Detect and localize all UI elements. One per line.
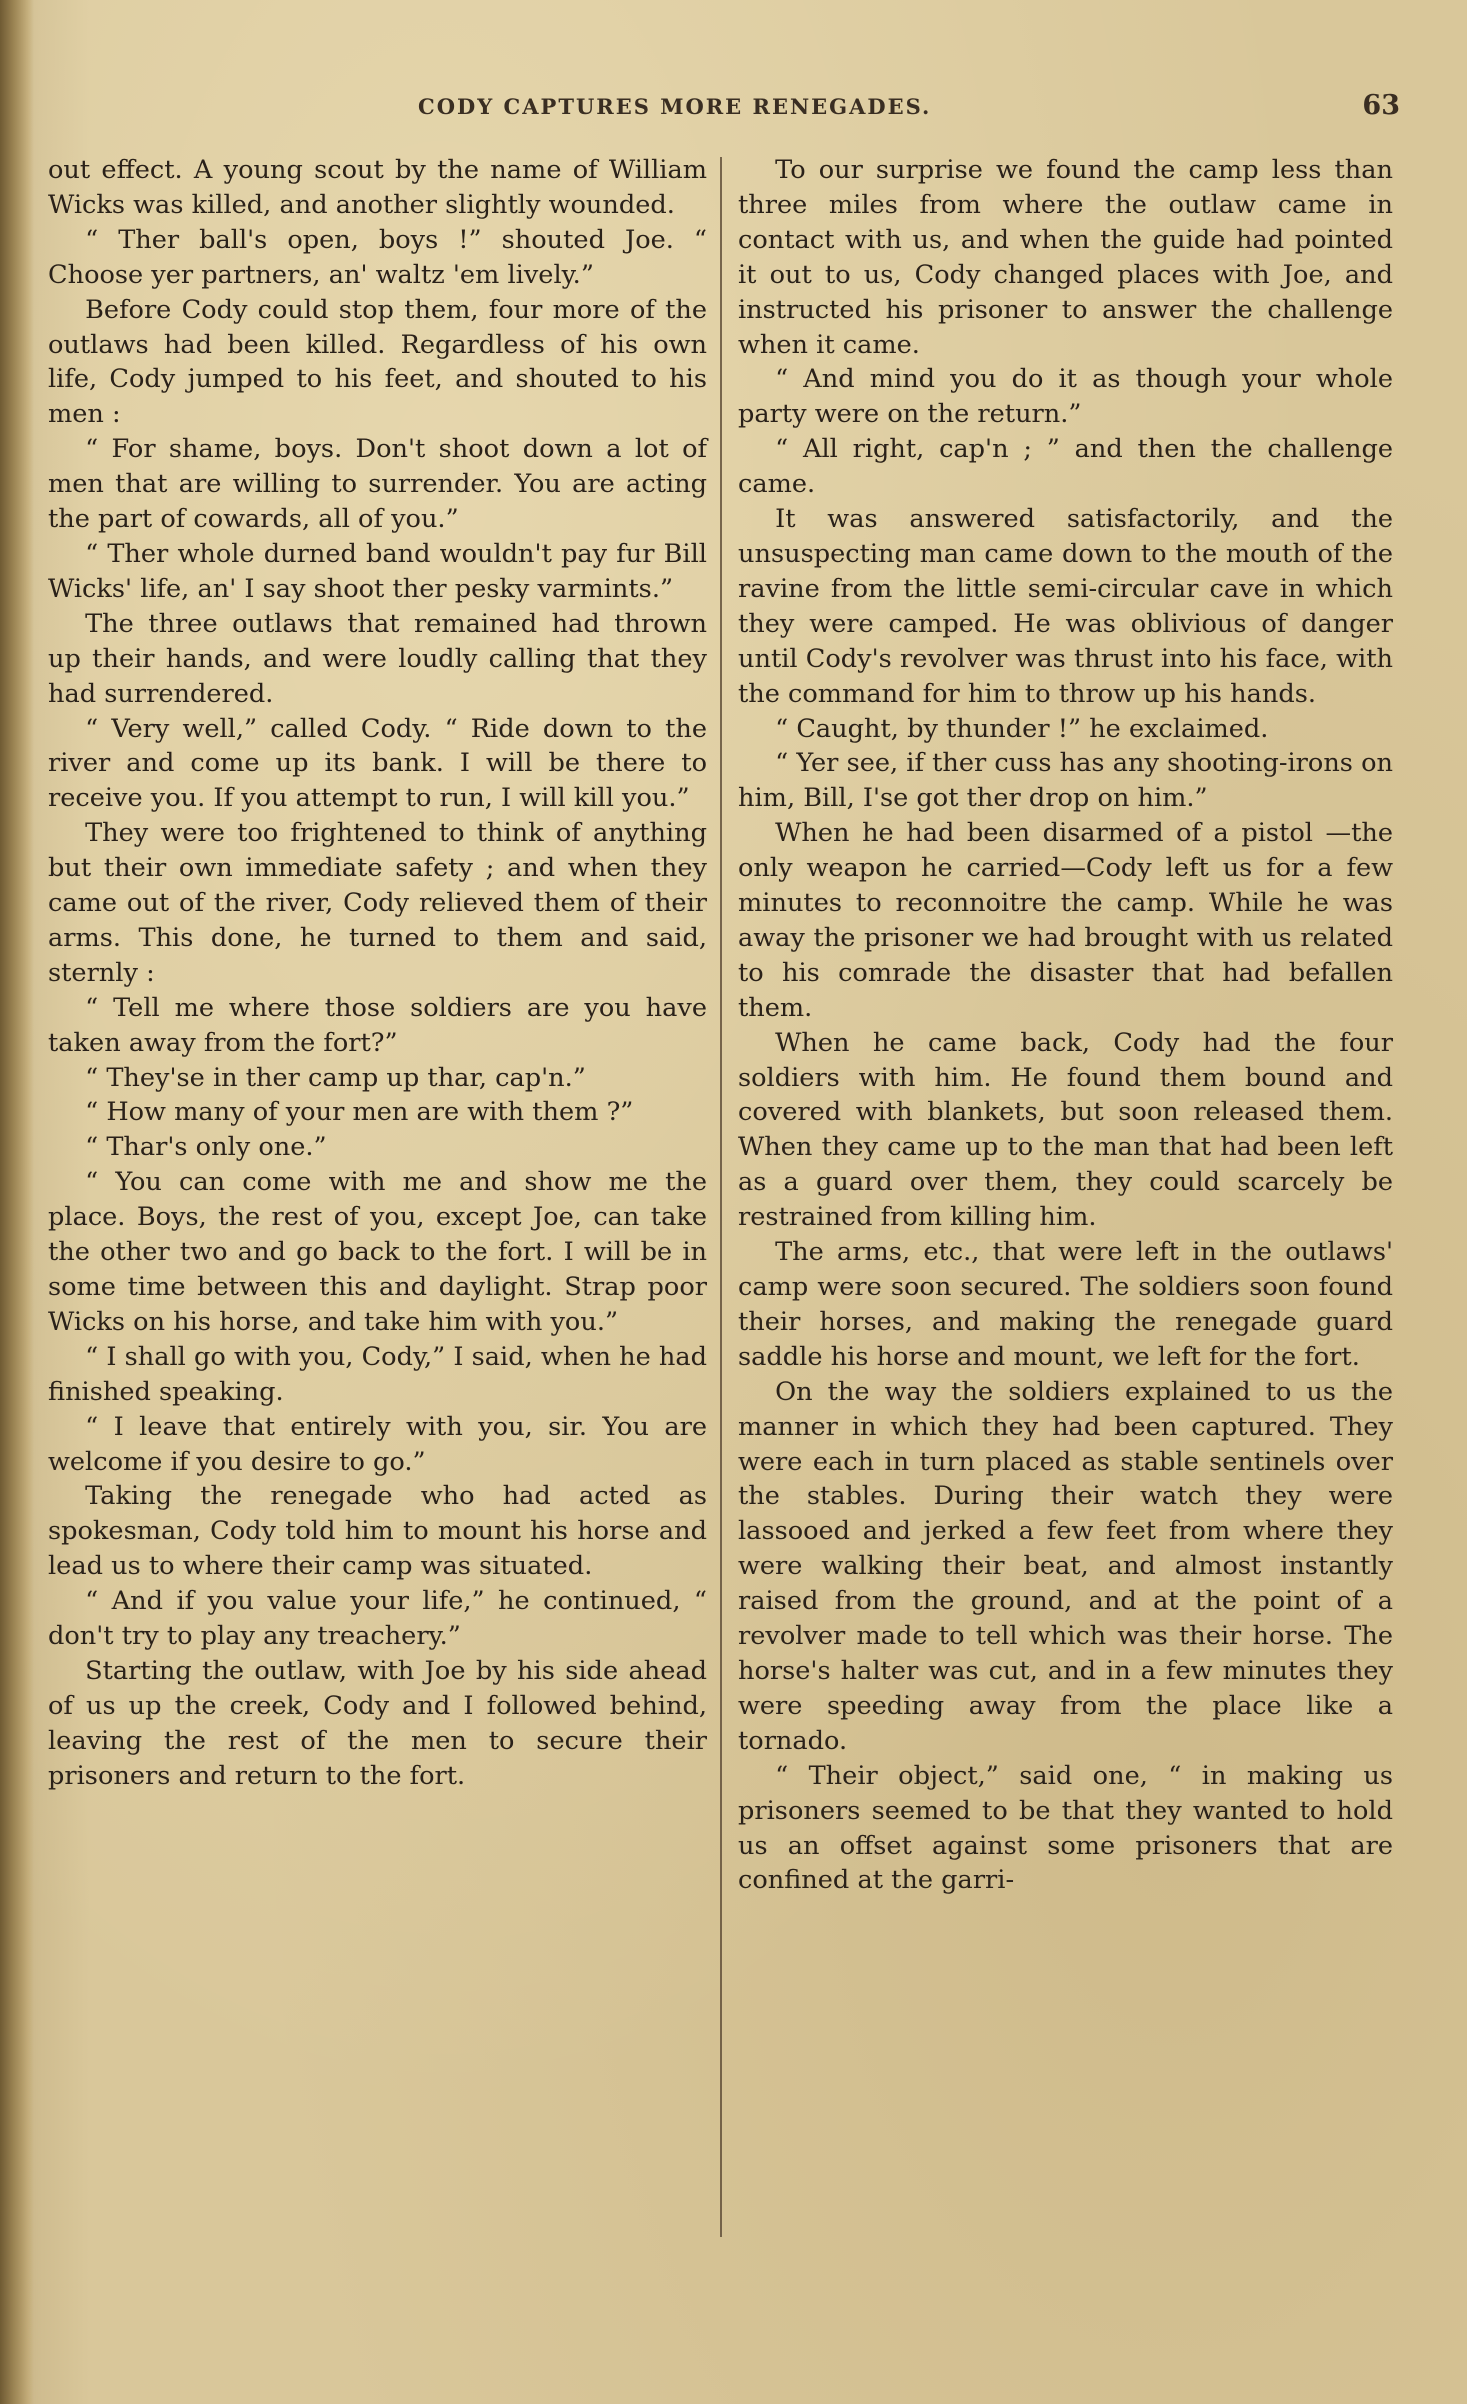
- paragraph: “ Caught, by thunder !” he exclaimed.: [775, 713, 1269, 744]
- paragraph: On the way the soldiers explained to us the manner in which they had been captured. They were each in turn placed as stable sentinels over the stables. During their watch they were lassooed and jerked a few feet from where they were walking their beat, and almost instantly raised from the ground, and at the point of a revolver made to tell which was their horse. The horse's halter was cut, and in a few minutes they were speeding away from the place like a tornado.: [738, 1376, 1393, 1756]
- paragraph: “ How many of your men are with them ?”: [85, 1097, 634, 1128]
- page-header: [60, 88, 1400, 128]
- running-head: CODY CAPTURES MORE RENEGADES.: [418, 94, 932, 119]
- paragraph: “ Yer see, if ther cuss has any shooting-irons on him, Bill, I'se got ther drop on him.”: [738, 748, 1393, 814]
- paragraph: “ I leave that entirely with you, sir. You are welcome if you desire to go.”: [48, 1411, 707, 1477]
- left-column: [48, 153, 707, 1794]
- page-spine-edge: [0, 0, 34, 2404]
- column-divider: [720, 157, 722, 2237]
- paragraph: When he had been disarmed of a pistol —the only weapon he carried—Cody left us for a few minutes to reconnoitre the camp. While he was away the prisoner we had brought with us related to his comrade the disaster that had befallen them.: [738, 818, 1393, 1023]
- paragraph: “ All right, cap'n ; ” and then the challenge came.: [738, 434, 1393, 500]
- paragraph: “ For shame, boys. Don't shoot down a lot of men that are willing to surrender. You are acting the part of cowards, all of you.”: [48, 434, 707, 535]
- paragraph: “ And mind you do it as though your whole party were on the return.”: [738, 364, 1393, 430]
- paragraph: “ You can come with me and show me the place. Boys, the rest of you, except Joe, can take the other two and go back to the fort. I will be in some time between this and daylight. Strap poor Wicks on his horse, and take him with you.”: [48, 1167, 707, 1337]
- paragraph: Before Cody could stop them, four more of the outlaws had been killed. Regardless of his own life, Cody jumped to his feet, and shouted to his men :: [48, 294, 707, 430]
- paragraph: “ They'se in ther camp up thar, cap'n.”: [85, 1062, 586, 1093]
- paragraph: Starting the outlaw, with Joe by his side ahead of us up the creek, Cody and I followed behind, leaving the rest of the men to secure their prisoners and return to the fort.: [48, 1655, 707, 1791]
- paragraph: “ Their object,” said one, “ in making us prisoners seemed to be that they wanted to hold us an offset against some prisoners that are confined at the garri-: [738, 1760, 1393, 1896]
- paragraph: out effect. A young scout by the name of William Wicks was killed, and another slightly wounded.: [48, 155, 707, 220]
- paragraph: “ Ther ball's open, boys !” shouted Joe. “ Choose yer partners, an' waltz 'em lively.”: [48, 224, 707, 290]
- right-column: [738, 153, 1393, 1898]
- page-number: 63: [1362, 90, 1400, 121]
- paragraph: When he came back, Cody had the four soldiers with him. He found them bound and covered with blankets, but soon released them. When they came up to the man that had been left as a guard over them, they could scarcely be restrained from killing him.: [738, 1027, 1393, 1233]
- paragraph: The three outlaws that remained had thrown up their hands, and were loudly calling that they had surrendered.: [48, 608, 707, 709]
- paragraph: Taking the renegade who had acted as spokesman, Cody told him to mount his horse and lead us to where their camp was situated.: [48, 1481, 707, 1582]
- paragraph: They were too frightened to think of anything but their own immediate safety ; and when they came out of the river, Cody relieved them of their arms. This done, he turned to them and said, sternly :: [48, 818, 707, 988]
- paragraph: “ Very well,” called Cody. “ Ride down to the river and come up its bank. I will be there to receive you. If you attempt to run, I will kill you.”: [48, 713, 707, 814]
- paragraph: The arms, etc., that were left in the outlaws' camp were soon secured. The soldiers soon found their horses, and making the renegade guard saddle his horse and mount, we left for the fort.: [738, 1237, 1393, 1372]
- paragraph: “ Tell me where those soldiers are you have taken away from the fort?”: [48, 992, 707, 1058]
- paragraph: “ I shall go with you, Cody,” I said, when he had finished speaking.: [48, 1341, 707, 1407]
- paragraph: It was answered satisfactorily, and the unsuspecting man came down to the mouth of the ravine from the little semi-circular cave in which they were camped. He was oblivious of danger until Cody's revolver was thrust into his face, with the command for him to throw up his hands.: [738, 504, 1393, 709]
- paragraph: To our surprise we found the camp less than three miles from where the outlaw came in contact with us, and when the guide had pointed it out to us, Cody changed places with Joe, and instructed his prisoner to answer the challenge when it came.: [738, 155, 1393, 360]
- paragraph: “ Ther whole durned band wouldn't pay fur Bill Wicks' life, an' I say shoot ther pesky varmints.”: [48, 538, 707, 604]
- paragraph: “ Thar's only one.”: [85, 1132, 327, 1163]
- paragraph: “ And if you value your life,” he continued, “ don't try to play any treachery.”: [48, 1586, 707, 1652]
